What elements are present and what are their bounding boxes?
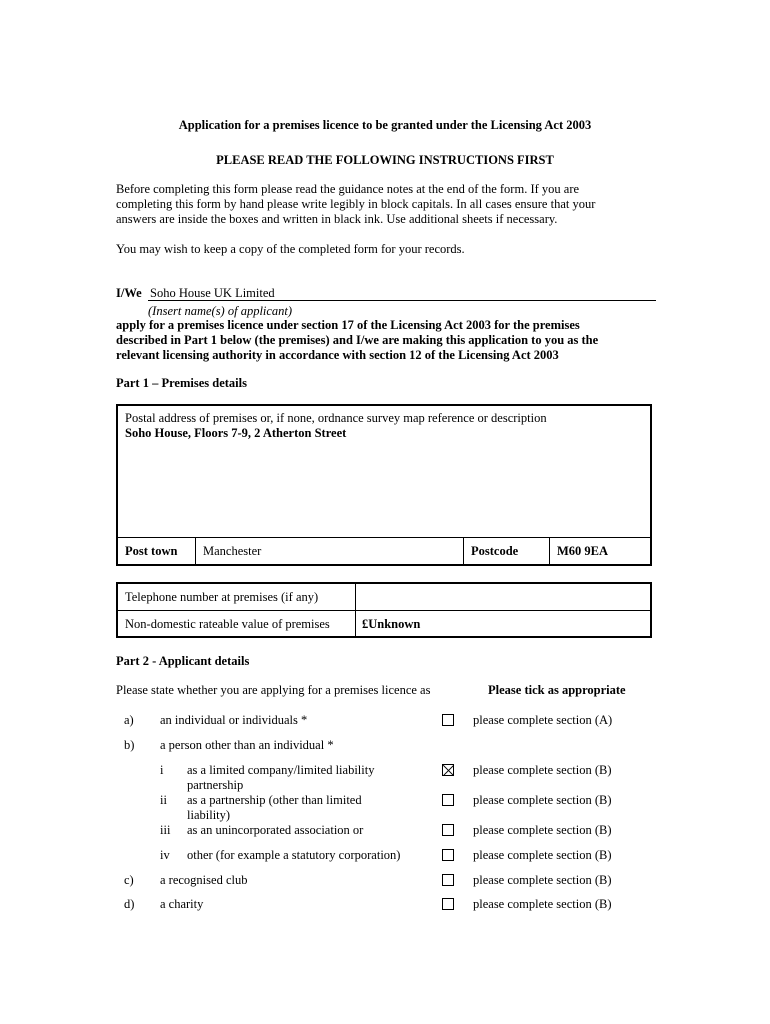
option-sub-numeral: ii — [160, 793, 167, 807]
checkbox-unincorporated-association[interactable] — [442, 824, 454, 836]
option-text-line-1: as a limited company/limited liability — [187, 763, 375, 777]
instructions-line-3: answers are inside the boxes and written in black ink. Use additional sheets if necessary. — [116, 212, 558, 226]
telephone-row — [118, 584, 650, 611]
instructions-line-2: completing this form by hand please write legibly in block capitals. In all cases ensure that your — [116, 197, 596, 211]
rateable-field[interactable]: £Unknown — [362, 617, 421, 631]
applicant-name-field[interactable]: Soho House UK Limited — [148, 286, 656, 301]
option-letter: c) — [124, 873, 134, 887]
statement-line-1: apply for a premises licence under section 17 of the Licensing Act 2003 for the premises — [116, 318, 580, 332]
application-statement — [116, 318, 656, 363]
checkbox-individual[interactable] — [442, 714, 454, 726]
checkbox-limited-company[interactable] — [442, 764, 454, 776]
option-charity — [116, 897, 656, 913]
address-label: Postal address of premises or, if none, ordnance survey map reference or description — [125, 411, 547, 425]
part2-prompt: Please state whether you are applying for a premises licence as — [116, 683, 431, 697]
instructions-line-1: Before completing this form please read the guidance notes at the end of the form. If you are — [116, 182, 580, 196]
option-note: please complete section (A) — [473, 713, 613, 727]
telephone-rateable-box — [116, 582, 652, 638]
option-text — [187, 763, 427, 793]
option-limited-company — [116, 763, 656, 793]
option-note: please complete section (B) — [473, 897, 612, 911]
applicant-label: I/We — [116, 286, 142, 300]
tick-heading: Please tick as appropriate — [488, 683, 626, 697]
option-note: please complete section (B) — [473, 763, 612, 777]
option-partnership — [116, 793, 656, 823]
option-text-line-2: partnership — [187, 778, 244, 792]
checkbox-partnership[interactable] — [442, 794, 454, 806]
instructions-paragraph — [116, 182, 656, 227]
checkbox-charity[interactable] — [442, 898, 454, 910]
option-text — [187, 793, 427, 823]
premises-address-box — [116, 404, 652, 566]
option-text: as an unincorporated association or — [187, 823, 364, 837]
telephone-label: Telephone number at premises (if any) — [118, 584, 356, 610]
rateable-row — [118, 611, 650, 637]
form-title: Application for a premises licence to be granted under the Licensing Act 2003 — [178, 118, 592, 132]
option-letter: d) — [124, 897, 135, 911]
rateable-label: Non-domestic rateable value of premises — [118, 611, 356, 637]
statement-line-2: described in Part 1 below (the premises) and I/we are making this application to you as the — [116, 333, 599, 347]
option-sub-numeral: i — [160, 763, 164, 777]
option-unincorporated-association — [116, 823, 656, 839]
option-sub-numeral: iii — [160, 823, 171, 837]
option-letter: a) — [124, 713, 134, 727]
applicant-name-row — [116, 286, 656, 302]
option-text: a person other than an individual * — [160, 738, 334, 752]
copy-note: You may wish to keep a copy of the completed form for your records. — [116, 242, 465, 256]
statement-line-3: relevant licensing authority in accordance with section 12 of the Licensing Act 2003 — [116, 348, 559, 362]
option-letter: b) — [124, 738, 135, 752]
option-text: other (for example a statutory corporation) — [187, 848, 401, 862]
option-non-individual — [116, 738, 656, 754]
option-note: please complete section (B) — [473, 848, 612, 862]
checkbox-other[interactable] — [442, 849, 454, 861]
post-town-label: Post town — [118, 538, 196, 564]
option-text-line-1: as a partnership (other than limited — [187, 793, 362, 807]
option-text: a recognised club — [160, 873, 248, 887]
post-town-row — [118, 537, 650, 564]
postcode-field[interactable]: M60 9EA — [557, 544, 609, 558]
address-value-field[interactable]: Soho House, Floors 7-9, 2 Atherton Street — [125, 426, 347, 440]
option-other — [116, 848, 656, 864]
option-text: an individual or individuals * — [160, 713, 308, 727]
option-text: a charity — [160, 897, 204, 911]
option-sub-numeral: iv — [160, 848, 170, 862]
option-note: please complete section (B) — [473, 793, 612, 807]
postcode-label: Postcode — [464, 538, 550, 564]
option-note: please complete section (B) — [473, 873, 612, 887]
post-town-field[interactable]: Manchester — [196, 538, 464, 564]
part1-heading: Part 1 – Premises details — [116, 376, 247, 390]
applicant-hint: (Insert name(s) of applicant) — [148, 304, 293, 318]
option-note: please complete section (B) — [473, 823, 612, 837]
option-text-line-2: liability) — [187, 808, 231, 822]
option-individual — [116, 713, 656, 729]
checkbox-recognised-club[interactable] — [442, 874, 454, 886]
option-recognised-club — [116, 873, 656, 889]
instructions-heading: PLEASE READ THE FOLLOWING INSTRUCTIONS FIRST — [216, 153, 554, 167]
part2-heading: Part 2 - Applicant details — [116, 654, 250, 668]
